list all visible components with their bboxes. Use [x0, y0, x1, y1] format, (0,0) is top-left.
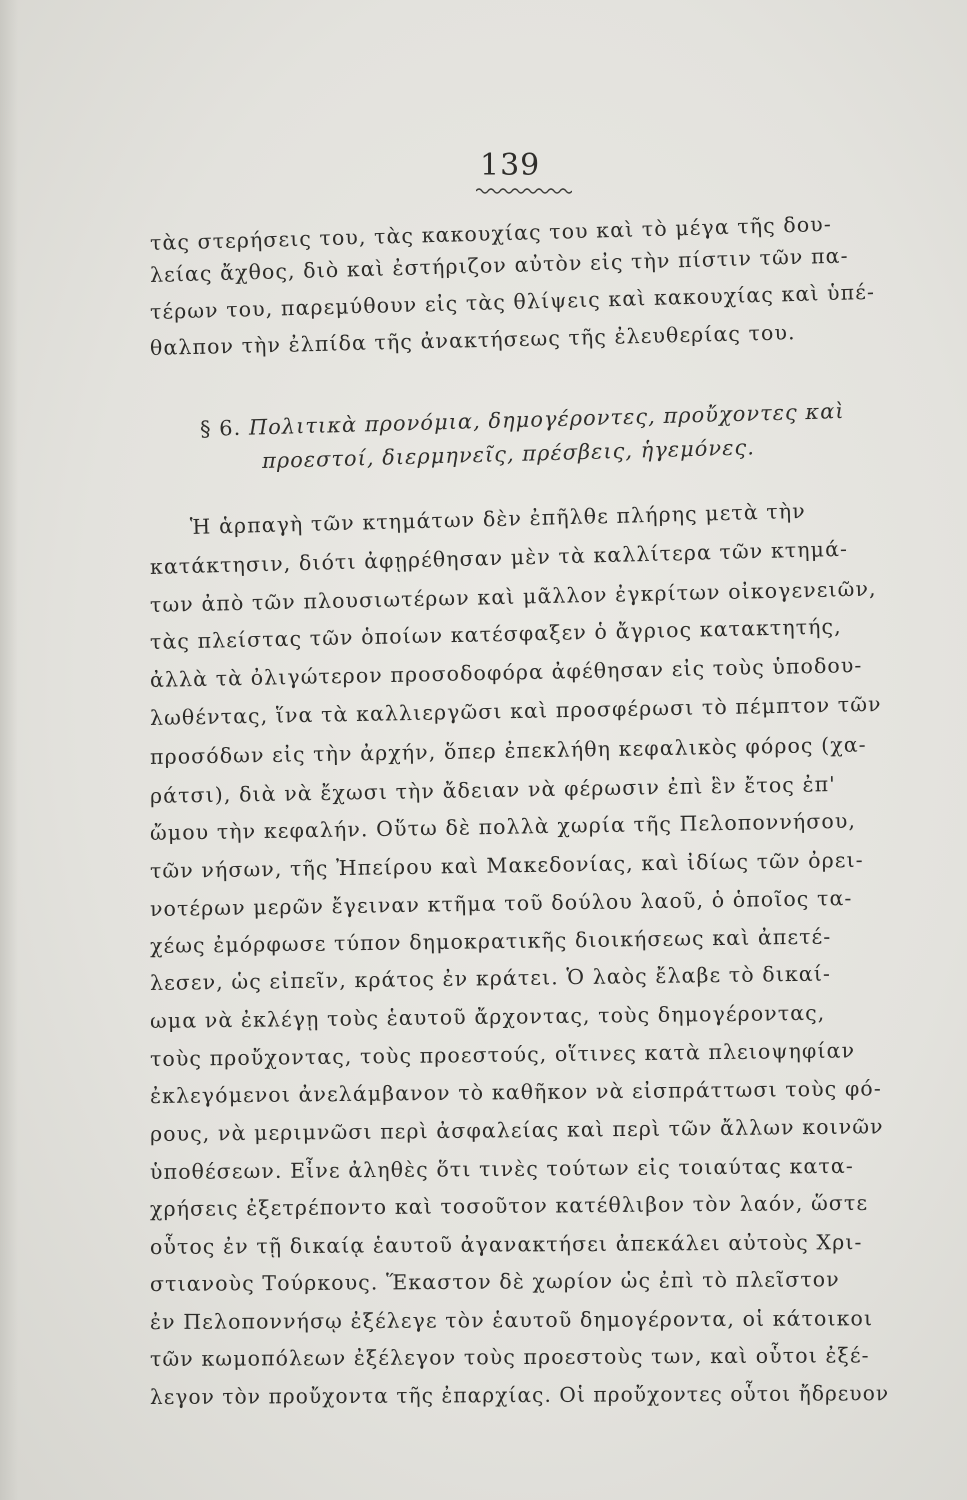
text-line: τέρων του, παρεμύθουν εἰς τὰς θλίψεις καὶ κακουχίας καὶ ὑπέ-	[149, 279, 876, 324]
text-line: χέως ἐμόρφωσε τύπον δημοκρατικῆς διοικήσεως καὶ ἀπετέ-	[149, 924, 832, 958]
text-line: κατάκτησιν, διότι ἀφῃρέθησαν μὲν τὰ καλλίτερα τῶν κτημά-	[149, 536, 849, 579]
text-line: οὗτος ἐν τῇ δικαίᾳ ἑαυτοῦ ἀγανακτήσει ἀπεκάλει αὐτοὺς Χρι-	[149, 1230, 863, 1259]
text-line: ράτσι), διὰ νὰ ἔχωσι τὴν ἄδειαν νὰ φέρωσιν ἐπὶ ἓν ἔτος ἐπ'	[149, 772, 837, 808]
text-line: τῶν κωμοπόλεων ἐξέλεγον τοὺς προεστοὺς των, καὶ οὗτοι ἐξέ-	[149, 1343, 870, 1371]
text-line: λωθέντας, ἵνα τὰ καλλιεργῶσι καὶ προσφέρωσι τὸ πέμπτον τῶν	[149, 691, 882, 730]
text-line: ἐν Πελοποννήσῳ ἐξέλεγε τὸν ἑαυτοῦ δημογέροντα, οἱ κάτοικοι	[149, 1306, 874, 1334]
text-line: λείας ἄχθος, διὸ καὶ ἐστήριζον αὐτὸν εἰς τὴν πίστιν τῶν πα-	[149, 243, 849, 287]
section-title-line1: Πολιτικὰ προνόμια, δημογέροντες, προὔχοντες καὶ	[248, 399, 845, 440]
text-line: τὰς στερήσεις του, τὰς κακουχίας του καὶ τὸ μέγα τῆς δου-	[149, 211, 833, 255]
text-line: λεσεν, ὡς εἰπεῖν, κράτος ἐν κράτει. Ὁ λαὸς ἔλαβε τὸ δικαί-	[149, 961, 832, 995]
text-line: ωμα νὰ ἐκλέγῃ τοὺς ἑαυτοῦ ἄρχοντας, τοὺς δημογέροντας,	[149, 1000, 826, 1033]
section-title-line2: προεστοί, διερμηνεῖς, πρέσβεις, ἡγεμόνες.	[261, 435, 756, 473]
text-line: λεγον τὸν προὔχοντα τῆς ἐπαρχίας. Οἱ προὔχοντες οὗτοι ἤδρευον	[149, 1381, 890, 1409]
text-line: των ἀπὸ τῶν πλουσιωτέρων καὶ μᾶλλον ἐγκρίτων οἰκογενειῶν,	[149, 576, 877, 617]
text-line: θαλπον τὴν ἐλπίδα τῆς ἀνακτήσεως τῆς ἐλευθερίας του.	[149, 320, 796, 360]
text-line: χρήσεις ἐξετρέποντο καὶ τοσοῦτον κατέθλιβον τὸν λαόν, ὥστε	[149, 1190, 869, 1221]
page-number: 139	[480, 148, 541, 183]
text-line: ὤμου τὴν κεφαλήν. Οὕτω δὲ πολλὰ χωρία τῆς Πελοποννήσου,	[149, 808, 857, 845]
text-line: τῶν νήσων, τῆς Ἠπείρου καὶ Μακεδονίας, καὶ ἰδίως τῶν ὀρει-	[149, 847, 864, 883]
text-line: ἐκλεγόμενοι ἀνελάμβανον τὸ καθῆκον νὰ εἰσπράττωσι τοὺς φό-	[149, 1076, 882, 1108]
text-line: τοὺς προὔχοντας, τοὺς προεστούς, οἵτινες κατὰ πλειοψηφίαν	[149, 1038, 856, 1071]
text-line: νοτέρων μερῶν ἔγειναν κτῆμα τοῦ δούλου λαοῦ, ὁ ὁποῖος τα-	[149, 885, 853, 921]
text-line: τὰς πλείστας τῶν ὁποίων κατέσφαξεν ὁ ἄγριος κατακτητής,	[149, 614, 842, 654]
text-line: Ἡ ἁρπαγὴ τῶν κτημάτων δὲν ἐπῆλθε πλήρης μετὰ τὴν	[189, 498, 807, 539]
text-line: ρους, νὰ μεριμνῶσι περὶ ἀσφαλείας καὶ περὶ τῶν ἄλλων κοινῶν	[149, 1114, 884, 1146]
section-mark: § 6.	[199, 415, 242, 441]
text-line: προσόδων εἰς τὴν ἀρχήν, ὅπερ ἐπεκλήθη κεφαλικὸς φόρος (χα-	[149, 732, 867, 769]
text-line: στιανοὺς Τούρκους. Ἕκαστον δὲ χωρίον ὡς ἐπὶ τὸ πλεῖστον	[149, 1267, 840, 1296]
text-line: ἀλλὰ τὰ ὀλιγώτερον προσοδοφόρα ἀφέθησαν εἰς τοὺς ὑποδου-	[149, 653, 863, 692]
text-line: ὑποθέσεων. Εἶνε ἀληθὲς ὅτι τινὲς τούτων εἰς τοιαύτας κατα-	[149, 1153, 854, 1184]
